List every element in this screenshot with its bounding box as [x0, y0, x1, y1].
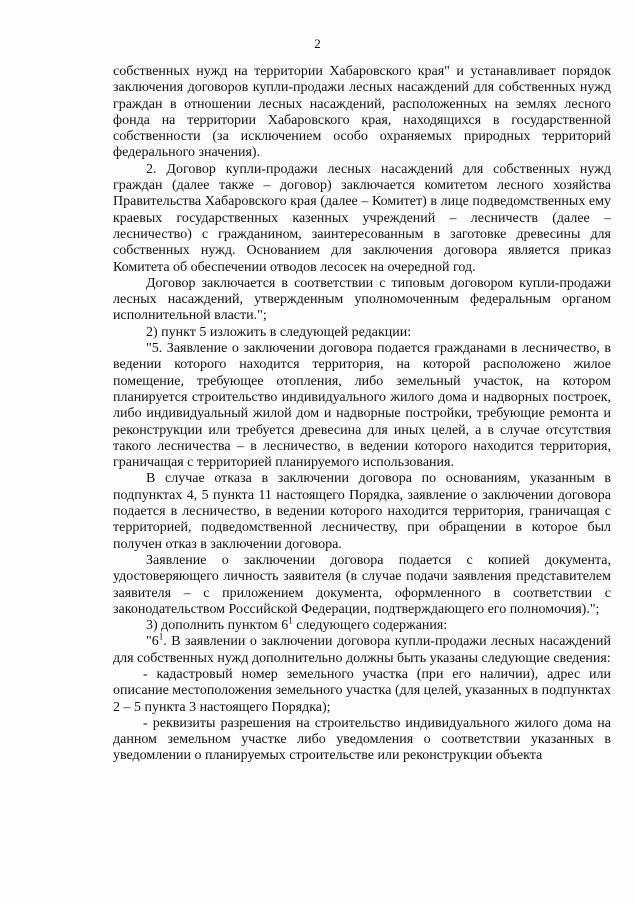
paragraph-intro-continuation: собственных нужд на территории Хабаровского края" и устанавливает порядок заключения договоров купли-продажи лесных насаждений для собственных нужд граждан в отношении лесных насаждений, расположенных на землях лесного фонда на территории Хабаровского края, находящихся в государственной собственности (за исключением особо охраняемых природных территорий федерального значения). [113, 64, 611, 161]
amendment-3-superscript: 1 [288, 615, 293, 626]
paragraph-typical-contract: Договор заключается в соответствии с типовым договором купли-продажи лесных насаждений, утвержденным уполномоченным федеральным органом исполнительной власти."; [113, 275, 611, 324]
list-item-permit-details: - реквизиты разрешения на строительство индивидуального жилого дома на данном земельном участке либо уведомления о соответствии указанных в уведомлении о планируемых строительстве или реконструкции объекта [113, 715, 611, 764]
page-number: 2 [314, 36, 321, 51]
list-item-cadastral-number: - кадастровый номер земельного участка (при его наличии), адрес или описание местоположения земельного участка (для целей, указанных в подпунктах 2 – 5 пункта 3 настоящего Порядка); [113, 666, 611, 715]
amendment-3-text-after: следующего содержания: [292, 618, 448, 634]
paragraph-item-6-1 [113, 631, 611, 667]
item-6-1-text-before: "6 [146, 634, 159, 650]
paragraph-item-2: 2. Договор купли-продажи лесных насаждений для собственных нужд граждан (далее также – договор) заключается комитетом лесного хозяйства Правительства Хабаровского края (далее – Комитет) в лице подведомственных ему краевых государственных казенных учреждений – лесничеств (далее – лесничество) с гражданином, заинтересованным в заготовке древесины для собственных нужд. Основанием для заключения договора является приказ Комитета об обеспечении отводов лесосек на очередной год. [113, 161, 611, 275]
amendment-3-text-before: 3) дополнить пунктом 6 [146, 618, 289, 634]
paragraph-refusal-case: В случае отказа в заключении договора по основаниям, указанным в подпунктах 4, 5 пункта 11 настоящего Порядка, заявление о заключении договора подается в лесничество, в ведении которого находится территория, граничащая с территорией, подведомственной лесничеству, при обращении в которое был получен отказ в заключении договора. [113, 471, 611, 552]
item-6-1-superscript: 1 [158, 631, 164, 642]
paragraph-amendment-2: 2) пункт 5 изложить в следующей редакции: [146, 324, 412, 340]
paragraph-item-5: "5. Заявление о заключении договора подается гражданами в лесничество, в ведении которого находится территория, на которой расположено жилое помещение, требующее отопления, либо земельный участок, на котором планируется строительство индивидуального жилого дома и надворных построек, либо индивидуальный жилой дом и надворные постройки, требующие ремонта и реконструкции или требуется древесина для иных целей, а в случае отсутствия такого лесничества – в лесничество, в ведении которого находится территория, граничащая с территорией планируемого использования. [113, 341, 611, 471]
item-6-1-text-after: . В заявлении о заключении договора купли-продажи лесных насаждений для собственных нужд дополнительно должны быть указаны следующие сведения: [113, 634, 611, 666]
paragraph-amendment-3 [113, 615, 611, 634]
paragraph-application-copy: Заявление о заключении договора подается с копией документа, удостоверяющего личность заявителя (в случае подачи заявления представителем заявителя – с приложением документа, оформленного в соответствии с законодательством Российской Федерации, подтверждающего его полномочия)."; [113, 552, 611, 617]
document-body [113, 64, 611, 765]
